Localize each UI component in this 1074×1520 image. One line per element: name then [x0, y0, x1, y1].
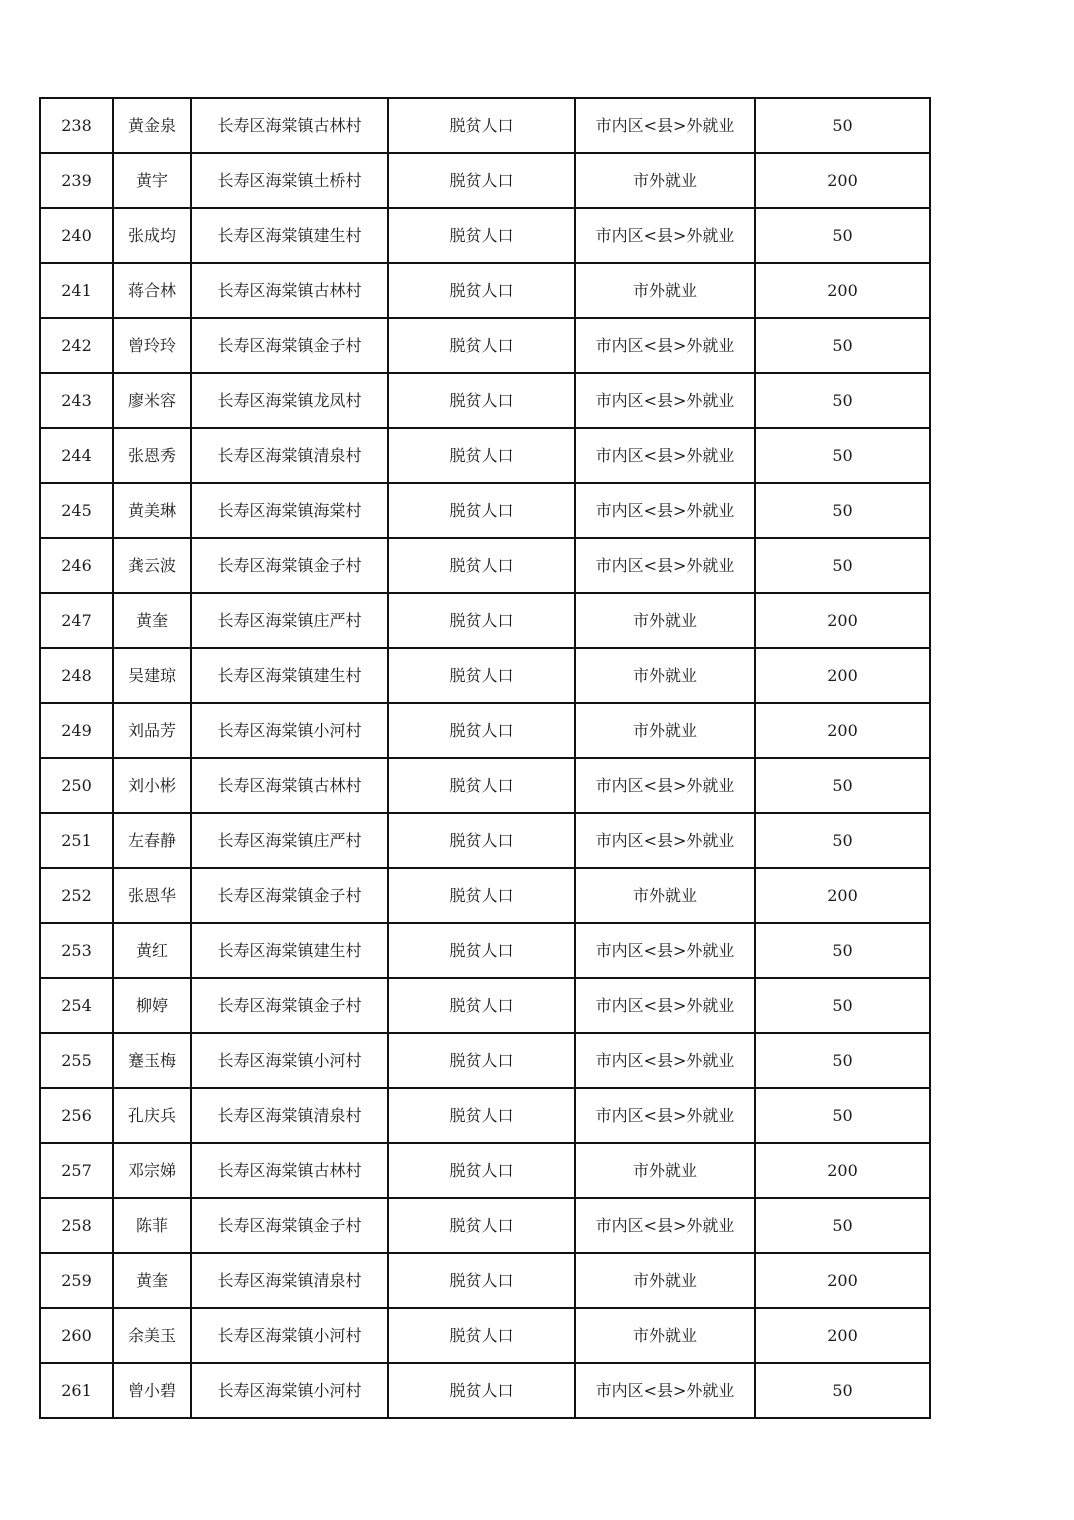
amount-cell: 200 — [755, 868, 930, 923]
name-cell: 黄宇 — [113, 153, 191, 208]
population-type-cell: 脱贫人口 — [388, 1363, 575, 1418]
address-cell: 长寿区海棠镇古林村 — [191, 758, 388, 813]
employment-type-cell: 市内区<县>外就业 — [575, 318, 755, 373]
address-cell: 长寿区海棠镇古林村 — [191, 98, 388, 153]
name-cell: 张恩华 — [113, 868, 191, 923]
table-row — [40, 868, 930, 923]
population-type-cell: 脱贫人口 — [388, 373, 575, 428]
amount-cell: 50 — [755, 538, 930, 593]
population-type-cell: 脱贫人口 — [388, 1143, 575, 1198]
name-cell: 邓宗娣 — [113, 1143, 191, 1198]
population-type-cell: 脱贫人口 — [388, 98, 575, 153]
amount-cell: 50 — [755, 1198, 930, 1253]
table-row — [40, 593, 930, 648]
population-type-cell: 脱贫人口 — [388, 593, 575, 648]
name-cell: 黄红 — [113, 923, 191, 978]
employment-type-cell: 市内区<县>外就业 — [575, 1033, 755, 1088]
employment-type-cell: 市外就业 — [575, 263, 755, 318]
address-cell: 长寿区海棠镇海棠村 — [191, 483, 388, 538]
name-cell: 龚云波 — [113, 538, 191, 593]
row-number-cell: 260 — [40, 1308, 113, 1363]
population-type-cell: 脱贫人口 — [388, 428, 575, 483]
employment-type-cell: 市外就业 — [575, 593, 755, 648]
amount-cell: 200 — [755, 648, 930, 703]
address-cell: 长寿区海棠镇小河村 — [191, 1363, 388, 1418]
employment-type-cell: 市内区<县>外就业 — [575, 428, 755, 483]
address-cell: 长寿区海棠镇金子村 — [191, 868, 388, 923]
name-cell: 蒋合林 — [113, 263, 191, 318]
row-number-cell: 239 — [40, 153, 113, 208]
row-number-cell: 247 — [40, 593, 113, 648]
employment-type-cell: 市内区<县>外就业 — [575, 758, 755, 813]
table-row — [40, 153, 930, 208]
name-cell: 刘小彬 — [113, 758, 191, 813]
amount-cell: 200 — [755, 593, 930, 648]
population-type-cell: 脱贫人口 — [388, 703, 575, 758]
employment-type-cell: 市内区<县>外就业 — [575, 978, 755, 1033]
employment-type-cell: 市内区<县>外就业 — [575, 373, 755, 428]
name-cell: 张恩秀 — [113, 428, 191, 483]
table-row — [40, 1363, 930, 1418]
table-row — [40, 1088, 930, 1143]
table-row — [40, 648, 930, 703]
row-number-cell: 246 — [40, 538, 113, 593]
amount-cell: 200 — [755, 703, 930, 758]
address-cell: 长寿区海棠镇古林村 — [191, 263, 388, 318]
population-type-cell: 脱贫人口 — [388, 318, 575, 373]
table-row — [40, 1143, 930, 1198]
address-cell: 长寿区海棠镇金子村 — [191, 538, 388, 593]
population-type-cell: 脱贫人口 — [388, 263, 575, 318]
table-row — [40, 428, 930, 483]
row-number-cell: 254 — [40, 978, 113, 1033]
address-cell: 长寿区海棠镇土桥村 — [191, 153, 388, 208]
subsidy-table — [39, 97, 931, 1419]
row-number-cell: 255 — [40, 1033, 113, 1088]
table-row — [40, 483, 930, 538]
row-number-cell: 245 — [40, 483, 113, 538]
address-cell: 长寿区海棠镇龙凤村 — [191, 373, 388, 428]
address-cell: 长寿区海棠镇金子村 — [191, 1198, 388, 1253]
employment-type-cell: 市内区<县>外就业 — [575, 923, 755, 978]
row-number-cell: 250 — [40, 758, 113, 813]
amount-cell: 200 — [755, 1308, 930, 1363]
address-cell: 长寿区海棠镇清泉村 — [191, 1088, 388, 1143]
population-type-cell: 脱贫人口 — [388, 153, 575, 208]
address-cell: 长寿区海棠镇金子村 — [191, 318, 388, 373]
table-row — [40, 978, 930, 1033]
address-cell: 长寿区海棠镇建生村 — [191, 923, 388, 978]
name-cell: 黄奎 — [113, 1253, 191, 1308]
name-cell: 左春静 — [113, 813, 191, 868]
amount-cell: 50 — [755, 978, 930, 1033]
name-cell: 廖米容 — [113, 373, 191, 428]
table-row — [40, 813, 930, 868]
employment-type-cell: 市外就业 — [575, 1308, 755, 1363]
name-cell: 吴建琼 — [113, 648, 191, 703]
name-cell: 余美玉 — [113, 1308, 191, 1363]
address-cell: 长寿区海棠镇建生村 — [191, 208, 388, 263]
address-cell: 长寿区海棠镇小河村 — [191, 1308, 388, 1363]
name-cell: 陈菲 — [113, 1198, 191, 1253]
address-cell: 长寿区海棠镇庄严村 — [191, 813, 388, 868]
population-type-cell: 脱贫人口 — [388, 923, 575, 978]
employment-type-cell: 市外就业 — [575, 703, 755, 758]
amount-cell: 200 — [755, 1253, 930, 1308]
row-number-cell: 243 — [40, 373, 113, 428]
table-row — [40, 923, 930, 978]
name-cell: 曾玲玲 — [113, 318, 191, 373]
address-cell: 长寿区海棠镇建生村 — [191, 648, 388, 703]
employment-type-cell: 市内区<县>外就业 — [575, 98, 755, 153]
table-row — [40, 208, 930, 263]
address-cell: 长寿区海棠镇清泉村 — [191, 1253, 388, 1308]
name-cell: 曾小碧 — [113, 1363, 191, 1418]
row-number-cell: 244 — [40, 428, 113, 483]
amount-cell: 50 — [755, 1033, 930, 1088]
population-type-cell: 脱贫人口 — [388, 1253, 575, 1308]
row-number-cell: 251 — [40, 813, 113, 868]
row-number-cell: 257 — [40, 1143, 113, 1198]
address-cell: 长寿区海棠镇古林村 — [191, 1143, 388, 1198]
employment-type-cell: 市外就业 — [575, 153, 755, 208]
amount-cell: 200 — [755, 1143, 930, 1198]
amount-cell: 50 — [755, 1363, 930, 1418]
population-type-cell: 脱贫人口 — [388, 208, 575, 263]
population-type-cell: 脱贫人口 — [388, 648, 575, 703]
name-cell: 张成均 — [113, 208, 191, 263]
population-type-cell: 脱贫人口 — [388, 1198, 575, 1253]
name-cell: 黄金泉 — [113, 98, 191, 153]
employment-type-cell: 市内区<县>外就业 — [575, 1198, 755, 1253]
amount-cell: 50 — [755, 208, 930, 263]
row-number-cell: 238 — [40, 98, 113, 153]
table-row — [40, 703, 930, 758]
employment-type-cell: 市外就业 — [575, 648, 755, 703]
name-cell: 孔庆兵 — [113, 1088, 191, 1143]
population-type-cell: 脱贫人口 — [388, 1088, 575, 1143]
table-body — [40, 98, 930, 1418]
table-row — [40, 263, 930, 318]
address-cell: 长寿区海棠镇小河村 — [191, 1033, 388, 1088]
amount-cell: 50 — [755, 318, 930, 373]
employment-type-cell: 市外就业 — [575, 1253, 755, 1308]
employment-type-cell: 市内区<县>外就业 — [575, 813, 755, 868]
address-cell: 长寿区海棠镇小河村 — [191, 703, 388, 758]
employment-type-cell: 市内区<县>外就业 — [575, 208, 755, 263]
row-number-cell: 259 — [40, 1253, 113, 1308]
amount-cell: 50 — [755, 923, 930, 978]
employment-type-cell: 市内区<县>外就业 — [575, 538, 755, 593]
row-number-cell: 256 — [40, 1088, 113, 1143]
row-number-cell: 248 — [40, 648, 113, 703]
employment-type-cell: 市内区<县>外就业 — [575, 1363, 755, 1418]
population-type-cell: 脱贫人口 — [388, 483, 575, 538]
name-cell: 蹇玉梅 — [113, 1033, 191, 1088]
name-cell: 刘品芳 — [113, 703, 191, 758]
name-cell: 黄美琳 — [113, 483, 191, 538]
table-row — [40, 538, 930, 593]
table-row — [40, 373, 930, 428]
row-number-cell: 241 — [40, 263, 113, 318]
row-number-cell: 261 — [40, 1363, 113, 1418]
population-type-cell: 脱贫人口 — [388, 538, 575, 593]
table-row — [40, 758, 930, 813]
table-row — [40, 1198, 930, 1253]
population-type-cell: 脱贫人口 — [388, 758, 575, 813]
population-type-cell: 脱贫人口 — [388, 813, 575, 868]
amount-cell: 50 — [755, 1088, 930, 1143]
name-cell: 柳婷 — [113, 978, 191, 1033]
address-cell: 长寿区海棠镇金子村 — [191, 978, 388, 1033]
population-type-cell: 脱贫人口 — [388, 1308, 575, 1363]
amount-cell: 50 — [755, 813, 930, 868]
amount-cell: 50 — [755, 758, 930, 813]
employment-type-cell: 市外就业 — [575, 1143, 755, 1198]
amount-cell: 50 — [755, 483, 930, 538]
table-row — [40, 1308, 930, 1363]
table-row — [40, 98, 930, 153]
address-cell: 长寿区海棠镇庄严村 — [191, 593, 388, 648]
row-number-cell: 252 — [40, 868, 113, 923]
amount-cell: 50 — [755, 98, 930, 153]
amount-cell: 200 — [755, 153, 930, 208]
population-type-cell: 脱贫人口 — [388, 1033, 575, 1088]
amount-cell: 50 — [755, 428, 930, 483]
row-number-cell: 249 — [40, 703, 113, 758]
row-number-cell: 240 — [40, 208, 113, 263]
amount-cell: 50 — [755, 373, 930, 428]
table-row — [40, 318, 930, 373]
row-number-cell: 242 — [40, 318, 113, 373]
table-row — [40, 1253, 930, 1308]
employment-type-cell: 市外就业 — [575, 868, 755, 923]
population-type-cell: 脱贫人口 — [388, 868, 575, 923]
population-type-cell: 脱贫人口 — [388, 978, 575, 1033]
employment-type-cell: 市内区<县>外就业 — [575, 483, 755, 538]
amount-cell: 200 — [755, 263, 930, 318]
employment-type-cell: 市内区<县>外就业 — [575, 1088, 755, 1143]
name-cell: 黄奎 — [113, 593, 191, 648]
row-number-cell: 253 — [40, 923, 113, 978]
address-cell: 长寿区海棠镇清泉村 — [191, 428, 388, 483]
row-number-cell: 258 — [40, 1198, 113, 1253]
table-row — [40, 1033, 930, 1088]
